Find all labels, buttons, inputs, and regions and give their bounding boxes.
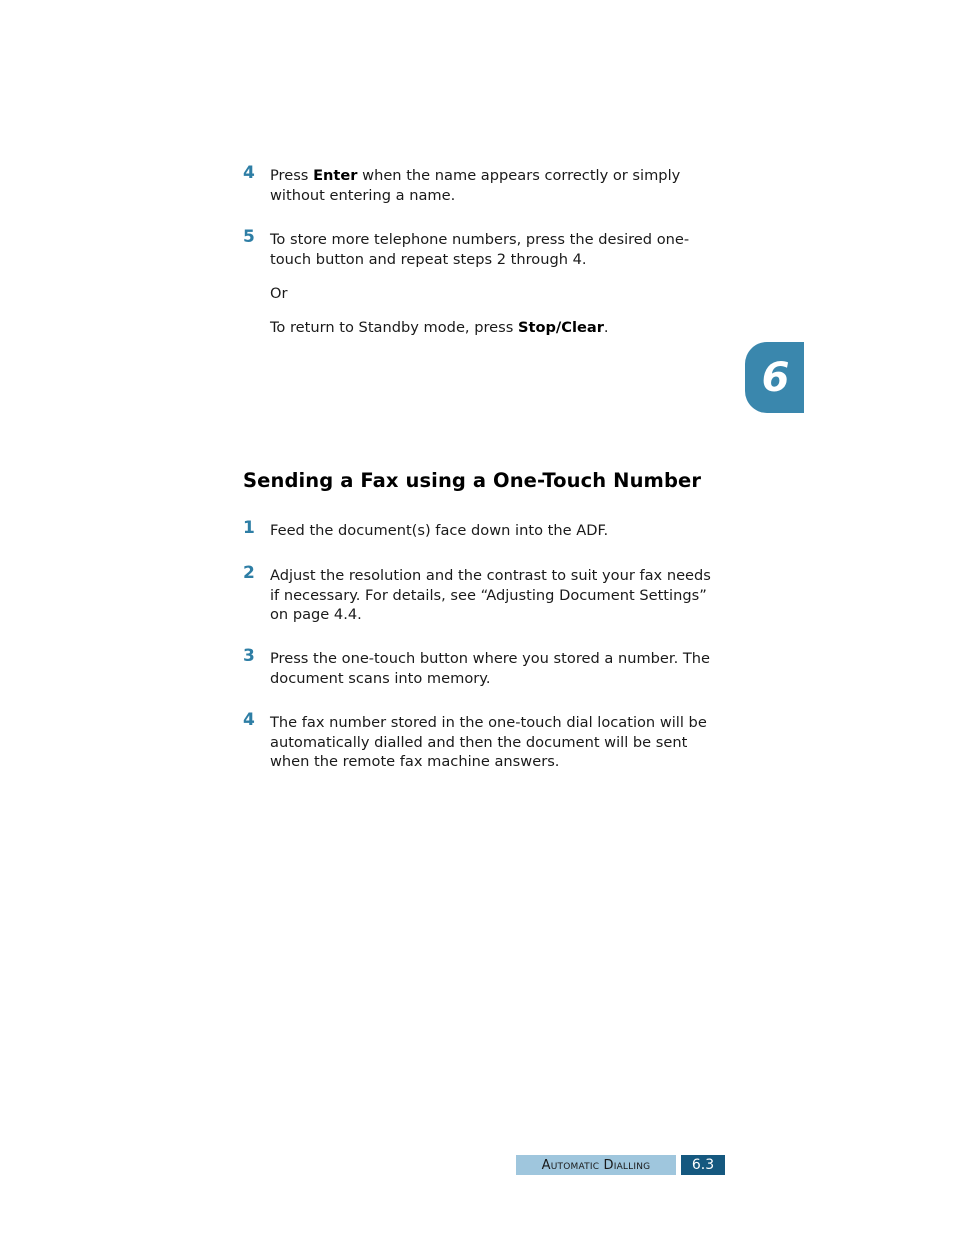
stop-clear-key-label: Stop/Clear [517, 319, 604, 336]
step-text: Adjust the resolution and the contrast to suit your fax needs if necessary. For details, see “Adjusting Document Settings” on page 4.4. [270, 567, 711, 623]
step-number: 2 [243, 563, 255, 583]
step-text-part: when the name appears correctly or simply without entering a name. [270, 167, 681, 204]
section-step-4 [243, 710, 723, 772]
step-text: The fax number stored in the one-touch dial location will be automatically dialled and then the document will be sent when the remote fax machine answers. [270, 714, 707, 770]
step-number: 1 [243, 518, 255, 538]
step-number: 3 [243, 646, 255, 666]
return-text-part: To return to Standby mode, press [270, 319, 518, 336]
section-title: Sending a Fax using a One-Touch Number [243, 469, 702, 492]
footer-page-number: 6.3 [681, 1155, 725, 1175]
chapter-tab [745, 342, 804, 413]
return-text-part: . [603, 319, 609, 336]
step-4-enter-name [243, 163, 723, 205]
footer-section-label: Automatic Dialling [516, 1155, 676, 1175]
enter-key-label: Enter [313, 167, 358, 184]
step-text: Press the one-touch button where you stored a number. The document scans into memory. [270, 650, 710, 687]
section-step-3 [243, 646, 723, 688]
step-text: To store more telephone numbers, press the desired one-touch button and repeat steps 2 through 4. [270, 231, 690, 268]
return-standby-text [270, 318, 730, 338]
section-step-2 [243, 563, 723, 625]
step-text [270, 166, 723, 205]
step-number: 4 [243, 163, 255, 183]
step-text: Feed the document(s) face down into the ADF. [270, 522, 609, 539]
step-number: 4 [243, 710, 255, 730]
section-step-1 [243, 518, 723, 541]
step-number: 5 [243, 227, 255, 247]
or-text: Or [270, 285, 288, 302]
chapter-number: 6 [761, 354, 790, 401]
step-text-part: Press [270, 167, 314, 184]
step-5-store-more [243, 227, 723, 269]
